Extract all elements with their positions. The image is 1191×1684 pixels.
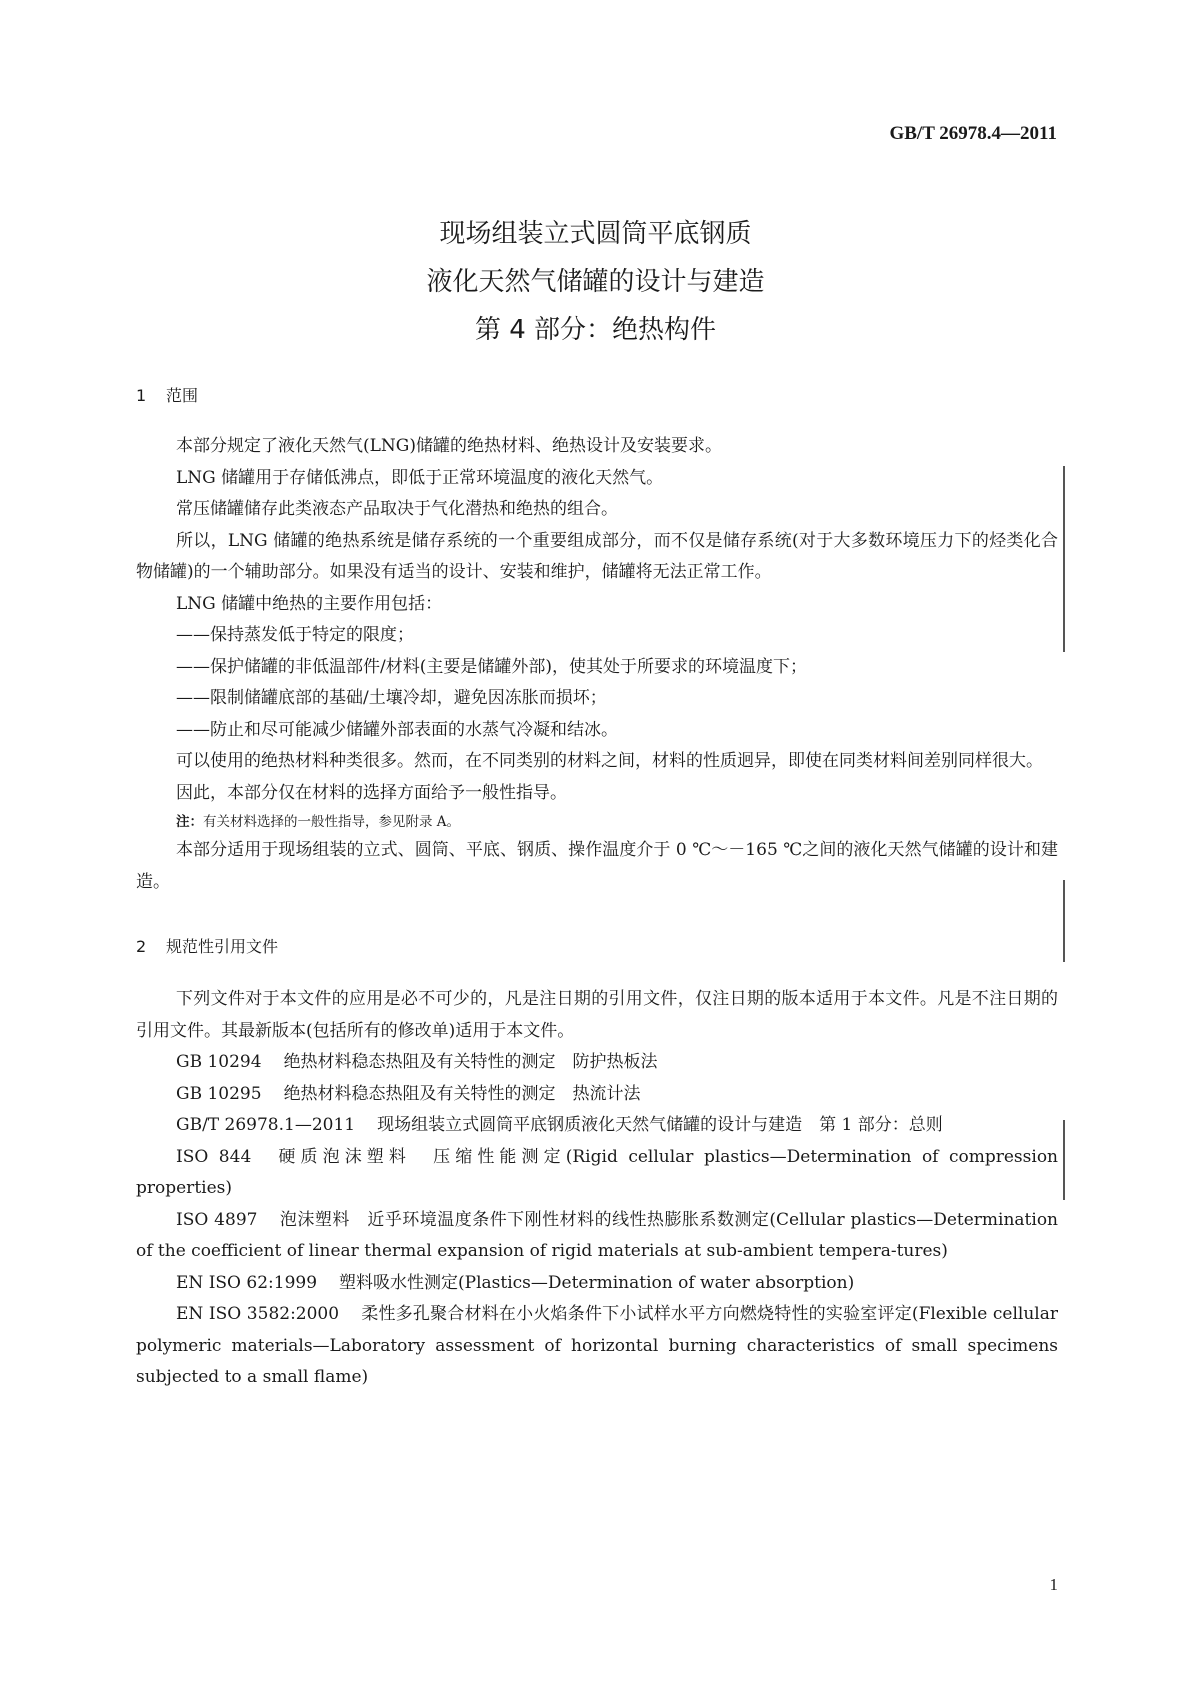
- section-1-body: [136, 431, 1058, 898]
- title-line-1: 现场组装立式圆筒平底钢质: [439, 219, 752, 249]
- reference-item: [136, 1299, 1058, 1394]
- reference-code: EN ISO 3582:2000: [176, 1304, 340, 1324]
- scope-paragraph: 所以，LNG 储罐的绝热系统是储存系统的一个重要组成部分，而不仅是储存系统(对于大多数环境压力下的烃类化合物储罐)的一个辅助部分。如果没有适当的设计、安装和维护，储罐将无法正常工作。: [136, 530, 1058, 582]
- note-text: 有关材料选择的一般性指导，参见附录 A。: [203, 814, 461, 830]
- revision-change-bar: [1063, 466, 1065, 652]
- scope-paragraph: 可以使用的绝热材料种类很多。然而，在不同类别的材料之间，材料的性质迥异，即使在同类材料间差别同样很大。: [176, 751, 1043, 771]
- list-item: ——防止和尽可能减少储罐外部表面的水蒸气冷凝和结冰。: [176, 719, 618, 740]
- scope-paragraph: 常压储罐储存此类液态产品取决于气化潜热和绝热的组合。: [176, 499, 618, 519]
- title-line-2: 液化天然气储罐的设计与建造: [426, 267, 765, 297]
- section-2-heading: [136, 934, 278, 957]
- reference-title: 泡沫塑料 近乎环境温度条件下刚性材料的线性热膨胀系数测定(Cellular plastics—Determination of the coefficient of linear thermal expansion of rigid materials at sub-ambient tempera-tures): [136, 1209, 1058, 1261]
- section-2-title: 规范性引用文件: [166, 937, 279, 956]
- section-1-title: 范围: [166, 386, 199, 405]
- reference-code: GB 10294: [176, 1052, 262, 1072]
- list-item: ——限制储罐底部的基础/土壤冷却，避免因冻胀而损坏；: [176, 688, 607, 708]
- section-1-number: 1: [136, 386, 147, 405]
- list-item: ——保护储罐的非低温部件/材料(主要是储罐外部)，使其处于所要求的环境温度下；: [176, 656, 807, 677]
- reference-title: 现场组装立式圆筒平底钢质液化天然气储罐的设计与建造 第 1 部分：总则: [377, 1115, 943, 1135]
- reference-item: [136, 1079, 1058, 1111]
- reference-title: 绝热材料稳态热阻及有关特性的测定 防护热板法: [283, 1052, 658, 1072]
- document-title: [0, 210, 1191, 354]
- section-1-heading: [136, 383, 198, 406]
- note-label: 注：: [176, 814, 203, 830]
- revision-change-bar: [1063, 880, 1065, 962]
- scope-paragraph: 因此，本部分仅在材料的选择方面给予一般性指导。: [176, 782, 567, 803]
- section-2-number: 2: [136, 937, 147, 956]
- reference-title: 绝热材料稳态热阻及有关特性的测定 热流计法: [283, 1083, 641, 1104]
- reference-code: ISO 844: [176, 1146, 252, 1167]
- reference-code: ISO 4897: [176, 1209, 258, 1230]
- reference-code: GB 10295: [176, 1083, 262, 1104]
- scope-paragraph: LNG 储罐中绝热的主要作用包括：: [176, 593, 443, 614]
- title-line-3: 第 4 部分：绝热构件: [474, 315, 717, 345]
- reference-code: GB/T 26978.1—2011: [176, 1115, 356, 1135]
- reference-item: [136, 1047, 1058, 1079]
- reference-code: EN ISO 62:1999: [176, 1272, 318, 1293]
- scope-paragraph: LNG 储罐用于存储低沸点，即低于正常环境温度的液化天然气。: [176, 467, 664, 488]
- revision-change-bar: [1063, 1120, 1065, 1200]
- reference-item: [136, 1142, 1058, 1205]
- reference-item: [136, 1110, 1058, 1142]
- scope-paragraph: 本部分规定了液化天然气(LNG)储罐的绝热材料、绝热设计及安装要求。: [176, 436, 723, 456]
- reference-title: 塑料吸水性测定(Plastics—Determination of water absorption): [339, 1272, 855, 1293]
- reference-title: 柔性多孔聚合材料在小火焰条件下小试样水平方向燃烧特性的实验室评定(Flexible cellular polymeric materials—Laboratory assessment of horizontal burning characteristics of small specimens subjected to a small flame): [136, 1304, 1058, 1387]
- note: [136, 809, 1058, 835]
- document-code: GB/T 26978.4—2011: [889, 123, 1057, 144]
- reference-item: [136, 1268, 1058, 1300]
- list-item: ——保持蒸发低于特定的限度；: [176, 625, 414, 645]
- section-2-body: [136, 984, 1058, 1394]
- scope-paragraph: 本部分适用于现场组装的立式、圆筒、平底、钢质、操作温度介于 0 ℃～－165 ℃之间的液化天然气储罐的设计和建造。: [136, 840, 1058, 892]
- reference-title: 硬质泡沫塑料 压缩性能测定(Rigid cellular plastics—Determination of compression properties): [136, 1146, 1058, 1198]
- reference-item: [136, 1205, 1058, 1268]
- page-number: 1: [1049, 1575, 1058, 1594]
- references-intro: 下列文件对于本文件的应用是必不可少的，凡是注日期的引用文件，仅注日期的版本适用于本文件。凡是不注日期的引用文件。其最新版本(包括所有的修改单)适用于本文件。: [136, 989, 1058, 1041]
